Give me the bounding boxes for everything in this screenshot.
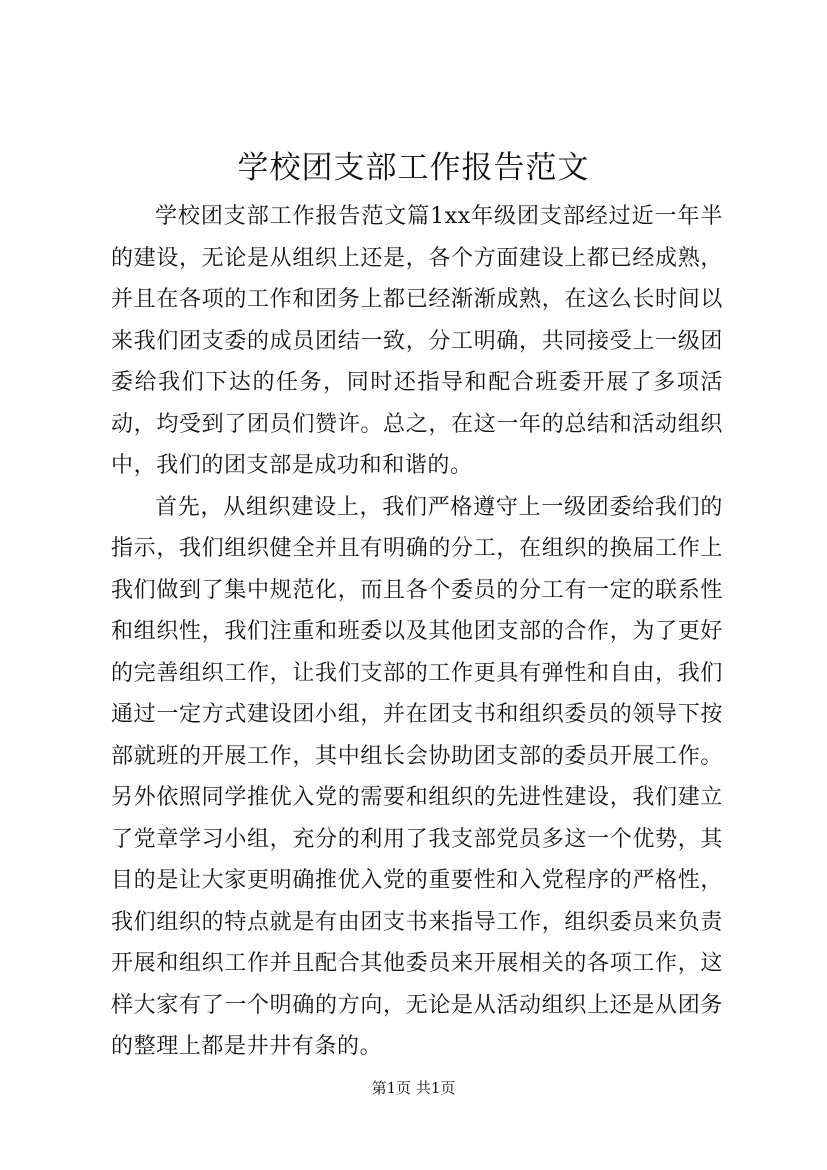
document-body <box>111 196 723 1068</box>
document-title: 学校团支部工作报告范文 <box>237 150 590 186</box>
paragraph-1: 学校团支部工作报告范文篇1xx年级团支部经过近一年半的建设，无论是从组织上还是，各个方面建设上都已经成熟，并且在各项的工作和团务上都已经渐渐成熟，在这么长时间以来我们团支委的成员团结一致，分工明确，共同接受上一级团委给我们下达的任务，同时还指导和配合班委开展了多项活动，均受到了团员们赞许。总之，在这一年的总结和活动组织中，我们的团支部是成功和和谐的。 <box>111 204 723 478</box>
page-footer: 第1页 共1页 <box>371 1079 456 1097</box>
paragraph-2: 首先，从组织建设上，我们严格遵守上一级团委给我们的指示，我们组织健全并且有明确的分工，在组织的换届工作上我们做到了集中规范化，而且各个委员的分工有一定的联系性和组织性，我们注重和班委以及其他团支部的合作，为了更好的完善组织工作，让我们支部的工作更具有弹性和自由，我们通过一定方式建设团小组，并在团支书和组织委员的领导下按部就班的开展工作，其中组长会协助团支部的委员开展工作。另外依照同学推优入党的需要和组织的先进性建设，我们建立了党章学习小组，充分的利用了我支部党员多这一个优势，其目的是让大家更明确推优入党的重要性和入党程序的严格性，我们组织的特点就是有由团支书来指导工作，组织委员来负责开展和组织工作并且配合其他委员来开展相关的各项工作，这样大家有了一个明确的方向，无论是从活动组织上还是从团务的整理上都是井井有条的。 <box>111 494 723 1059</box>
